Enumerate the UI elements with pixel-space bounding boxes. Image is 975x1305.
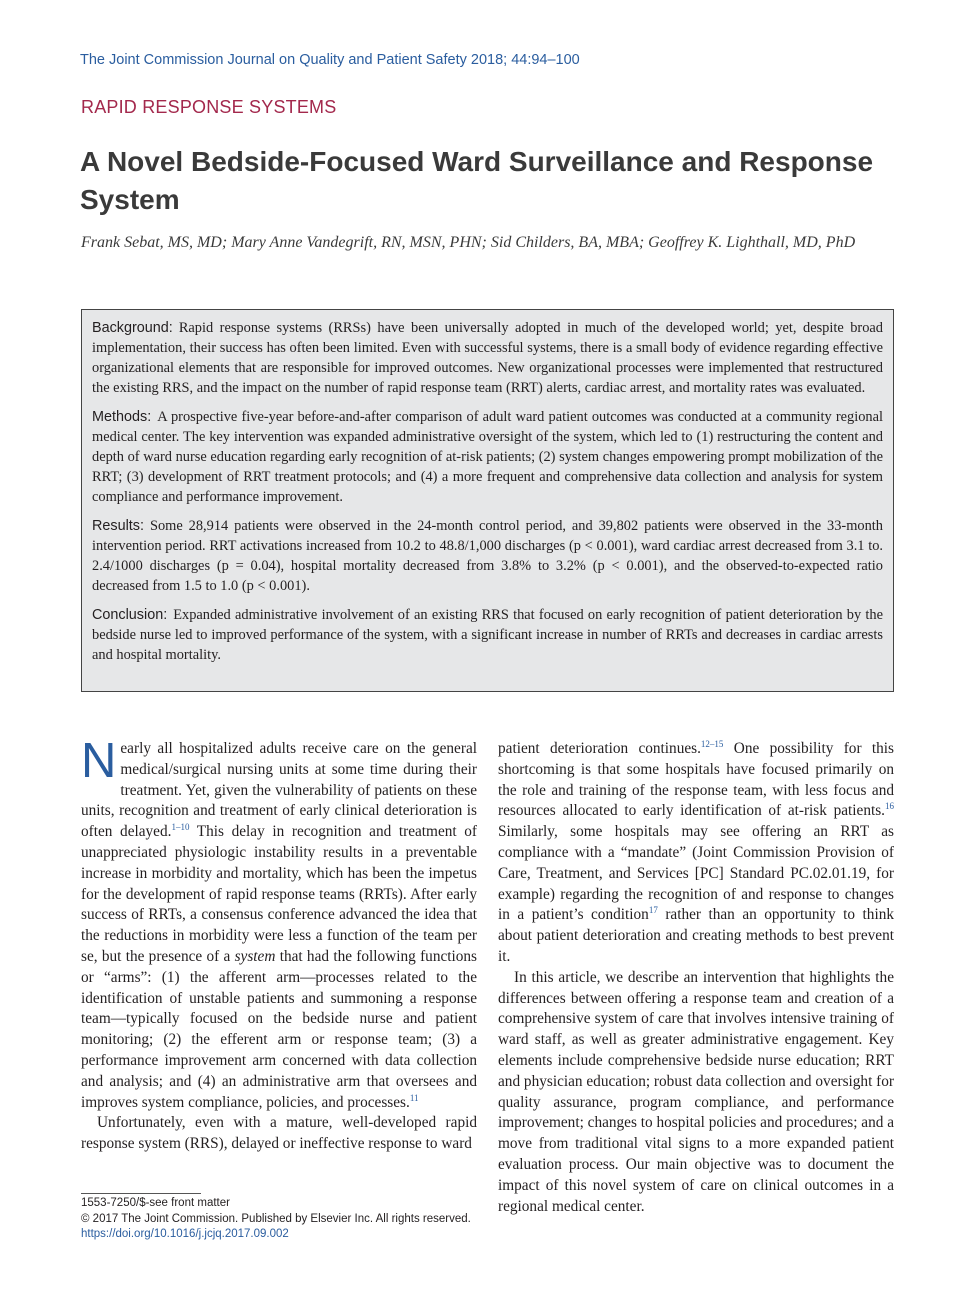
section-heading: RAPID RESPONSE SYSTEMS bbox=[81, 97, 337, 117]
methods-text: A prospective five-year before-and-after comparison of adult ward patient outcomes was conducted at a community regional medical center. The key intervention was expanded administrative oversight of the system, which led to (1) restructuring the content and depth of ward nurse education regarding early recognition of at-risk patients; (2) system changes empowering prompt mobilization of the RRT; (3) development of RRT treatment protocols; and (4) a more frequent and comprehensive data collection and analysis for system compliance and performance improvement. bbox=[92, 409, 883, 505]
abstract-methods bbox=[92, 407, 883, 507]
drop-cap: N bbox=[81, 734, 117, 788]
body-text: that had the following functions or “arms”: (1) the afferent arm—processes related to the identification of unstable patients and summoning a response team—typically focused on the bedside nurse and patient monitoring; (2) the efferent arm or response team; (3) a performance improvement arm concerned with data collection and analysis; and (4) an administrative arm that oversees and improves system compliance, policies, and processes. bbox=[81, 947, 478, 1111]
body-text: rather than an opportunity to think about patient deterioration and creating methods to best prevent it. bbox=[498, 906, 894, 965]
conclusion-text: Expanded administrative involvement of an existing RRS that focused on early recognition of patient deterioration by the bedside nurse led to improved performance of the system, with a significant increase in number of RRTs and decreases in cardiac arrests and hospital mortality. bbox=[92, 607, 883, 663]
background-label: Background: bbox=[92, 320, 173, 336]
article-title: A Novel Bedside-Focused Ward Surveillance and Response System bbox=[80, 146, 874, 215]
abstract-results bbox=[92, 516, 883, 596]
doi-link[interactable]: https://doi.org/10.1016/j.jcjq.2017.09.002 bbox=[81, 1228, 289, 1240]
reference-link[interactable]: 1–10 bbox=[171, 822, 190, 833]
body-text: early all hospitalized adults receive care on the general medical/surgical nursing units at some time during their treatment. Yet, given the vulnerability of patients on these units, recognition and treatment of early clinical deterioration is often delayed. bbox=[81, 740, 477, 841]
reference-link[interactable]: 17 bbox=[648, 905, 658, 916]
results-label: Results: bbox=[92, 518, 144, 534]
emphasis-text: system bbox=[234, 947, 276, 965]
footer-notes bbox=[81, 1196, 471, 1243]
copyright-line: © 2017 The Joint Commission. Published by Elsevier Inc. All rights reserved. bbox=[81, 1212, 471, 1225]
results-text: Some 28,914 patients were observed in the 24-month control period, and 39,802 patients were observed in the 33-month intervention period. RRT activations increased from 10.2 to 48.8/1,000 discharges (p < 0.001), ward cardiac arrest decreased from 3.1 to. 2.4/1000 discharges (p = 0.04), hospital mortality decreased from 3.8% to 3.2% (p < 0.001), and the observed-to-expected ratio decreased from 1.5 to 1.0 (p < 0.001). bbox=[92, 518, 883, 594]
background-text: Rapid response systems (RRSs) have been universally adopted in much of the developed world; yet, despite broad implementation, their success has often been limited. Even with successful systems, there is a small body of evidence regarding effective organizational elements that are responsible for improved outcomes. New organizational processes were implemented that restructured the existing RRS, and the impact on the number of rapid response team (RRT) alerts, cardiac arrest, and mortality rates was evaluated. bbox=[92, 320, 883, 396]
methods-label: Methods: bbox=[92, 409, 152, 425]
body-text: patient deterioration continues. bbox=[498, 740, 701, 757]
abstract-conclusion bbox=[92, 605, 883, 665]
issn-line: 1553-7250/$-see front matter bbox=[81, 1197, 230, 1209]
body-text: One possibility for this shortcoming is that some hospitals have focused primarily on the role and training of the response team, with less focus and resources allocated to early identification of at-risk patients. bbox=[498, 740, 894, 820]
abstract-box bbox=[81, 309, 894, 692]
footer-divider bbox=[81, 1193, 201, 1194]
body-paragraph-2: Unfortunately, even with a mature, well-developed rapid response system (RRS), delayed or ineffective response to ward bbox=[81, 1114, 477, 1153]
conclusion-label: Conclusion: bbox=[92, 607, 168, 623]
body-column-left bbox=[81, 734, 478, 1155]
body-column-right bbox=[498, 739, 894, 1217]
reference-link[interactable]: 16 bbox=[885, 801, 894, 812]
body-paragraph-3: In this article, we describe an intervention that highlights the differences between offering a response team and creation of a comprehensive system of care that involves intensive training of ward staff, as well as greater administrative engagement. Key elements include comprehensive bedside nurse education; RRT and physician education; robust data collection and oversight for quality assurance, program compliance, and performance improvement; changes to hospital policies and procedures; and a move from traditional vital signs to a more expanded patient evaluation process. Our main objective was to document the impact of this novel system of care on clinical outcomes in a regional medical center. bbox=[498, 968, 894, 1215]
reference-link[interactable]: 12–15 bbox=[700, 738, 724, 749]
author-list: Frank Sebat, MS, MD; Mary Anne Vandegrift, RN, MSN, PHN; Sid Childers, BA, MBA; Geoffrey K. Lighthall, MD, PhD bbox=[81, 234, 856, 251]
reference-link[interactable]: 11 bbox=[409, 1092, 419, 1103]
body-paragraph-1 bbox=[81, 734, 478, 1113]
body-text: This delay in recognition and treatment of unappreciated physiologic instability results in a preventable increase in morbidity and mortality, which has been the impetus for the development of rapid response teams (RRTs). After early success of RRTs, a consensus conference advanced the idea that the reductions in morbidity were less a function of the team per se, but the presence of a bbox=[81, 823, 477, 965]
body-paragraph-2-continued bbox=[498, 739, 894, 968]
journal-citation: The Joint Commission Journal on Quality and Patient Safety 2018; 44:94–100 bbox=[80, 52, 580, 68]
abstract-background bbox=[92, 318, 883, 398]
body-text: Similarly, some hospitals may see offering an RRT as compliance with a “mandate” (Joint Commission Provision of Care, Treatment, and Services [PC] Standard PC.02.01.19, for example) regarding the recognition of and response to changes in a patient’s condition bbox=[498, 823, 894, 924]
